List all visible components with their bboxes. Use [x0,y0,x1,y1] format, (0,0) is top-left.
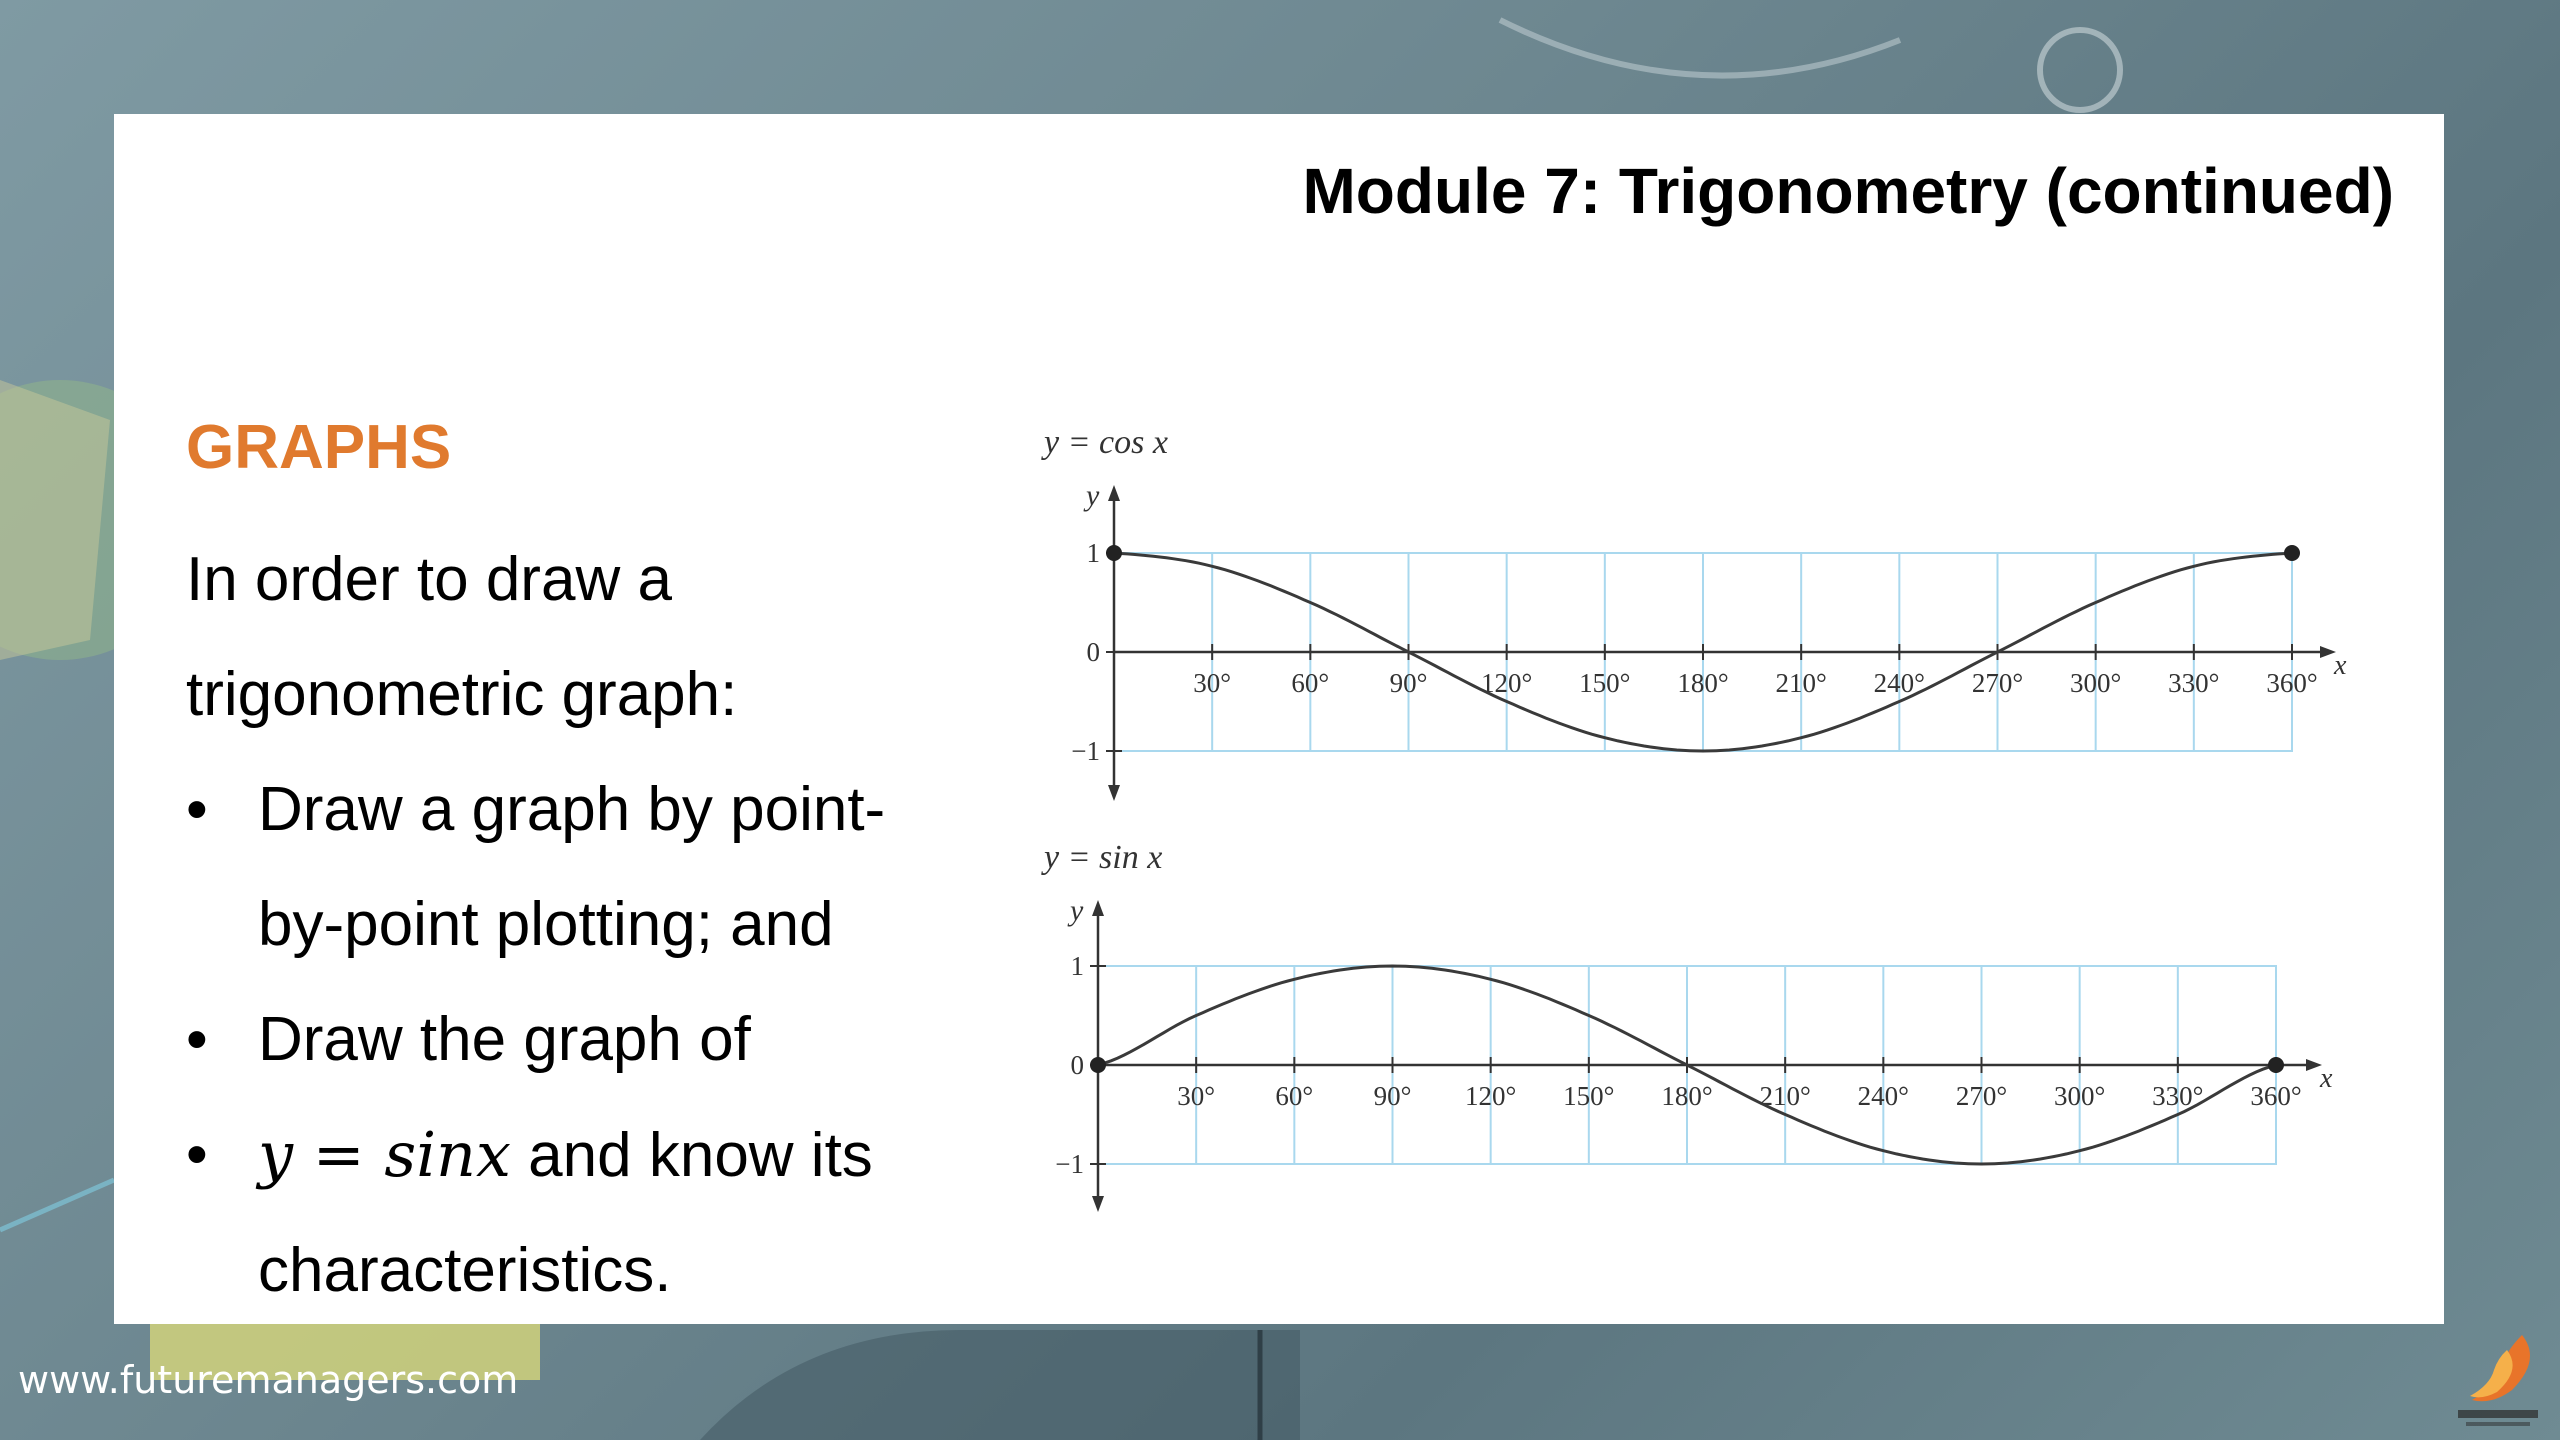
y-axis-label: y [1086,479,1100,512]
endpoint-dot [1090,1057,1106,1073]
x-tick-label: 330° [2152,1081,2204,1111]
bullet-continuation [186,1213,1006,1328]
intro-line-2: trigonometric graph: [186,660,738,729]
x-tick-label: 90° [1373,1081,1412,1111]
x-tick-label: 270° [1955,1081,2008,1111]
x-tick-label: 360° [2250,1081,2302,1111]
y-tick-label: 0 [1070,1050,1084,1080]
chart-svg [1030,425,2360,810]
x-tick-label: 210° [1775,668,1827,698]
future-managers-logo-icon [2452,1330,2544,1430]
x-tick-label: 30° [1177,1081,1216,1111]
y-tick-label: −1 [1071,736,1100,766]
bullet-text: Draw the graph of [258,1005,751,1074]
bullet-list [186,752,1006,1328]
chart-svg [1030,840,2360,1220]
footer-url[interactable]: www.futuremanagers.com [18,1358,519,1402]
math-expression: y = sinx [258,1118,511,1191]
y-axis-arrow-up [1092,900,1104,916]
x-tick-label: 210° [1759,1081,1811,1111]
bullet-item [186,752,1006,867]
bullet-dot: • [186,1005,208,1074]
y-tick-label: 1 [1086,538,1100,568]
endpoint-dot [2284,545,2300,561]
bullet-text: Draw a graph by point- [258,775,886,844]
bullet-item [186,1097,1006,1213]
x-tick-label: 30° [1193,668,1232,698]
y-axis-arrow-up [1108,485,1120,501]
y-axis-arrow-down [1108,785,1120,801]
x-tick-label: 330° [2168,668,2220,698]
bullet-dot: • [186,775,208,844]
y-tick-label: −1 [1055,1149,1084,1179]
x-tick-label: 90° [1389,668,1428,698]
slide-title: Module 7: Trigonometry (continued) [1302,155,2394,227]
x-tick-label: 240° [1873,668,1925,698]
x-tick-label: 120° [1465,1081,1517,1111]
bullet-text: and know its [510,1121,873,1190]
x-tick-label: 240° [1857,1081,1909,1111]
y-tick-label: 0 [1086,637,1100,667]
y-axis-label: y [1070,894,1084,927]
chart-title: y = cos x [1044,425,1168,461]
x-axis-label: x [2320,1063,2333,1094]
x-tick-label: 150° [1579,668,1631,698]
x-tick-label: 300° [2054,1081,2106,1111]
x-tick-label: 180° [1677,668,1729,698]
cos-chart [1030,425,2360,810]
x-tick-label: 60° [1275,1081,1314,1111]
endpoint-dot [2268,1057,2284,1073]
bullet-text: characteristics. [258,1236,672,1305]
bullet-continuation [186,867,1006,982]
chart-title: y = sin x [1044,840,1163,876]
endpoint-dot [1106,545,1122,561]
body-text [186,522,1006,1328]
x-tick-label: 300° [2070,668,2122,698]
section-heading: GRAPHS [186,413,452,482]
bullet-text: by-point plotting; and [258,890,834,959]
y-tick-label: 1 [1070,951,1084,981]
x-axis-label: x [2334,650,2347,681]
sin-chart [1030,840,2360,1220]
bullet-dot: • [186,1120,208,1189]
x-tick-label: 150° [1563,1081,1615,1111]
x-tick-label: 120° [1481,668,1533,698]
x-tick-label: 60° [1291,668,1330,698]
x-tick-label: 270° [1971,668,2024,698]
x-tick-label: 180° [1661,1081,1713,1111]
bullet-item [186,982,1006,1097]
x-tick-label: 360° [2266,668,2318,698]
y-axis-arrow-down [1092,1196,1104,1212]
intro-line-1: In order to draw a [186,545,672,614]
